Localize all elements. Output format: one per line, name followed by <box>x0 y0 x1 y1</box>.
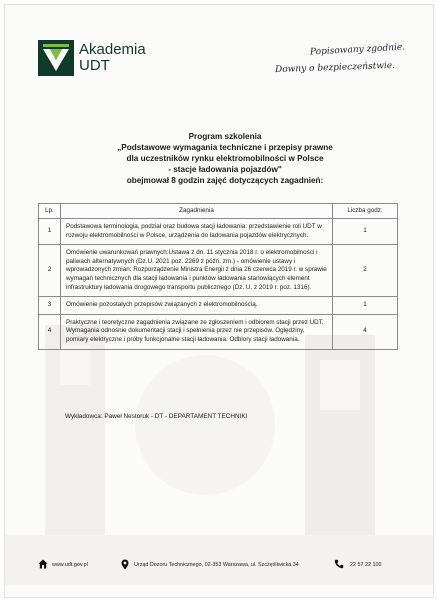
table-header-row <box>39 204 398 219</box>
logo-wordmark <box>79 42 146 74</box>
table-row <box>39 314 398 349</box>
footer-website[interactable]: www.udt.gov.pl <box>52 562 88 568</box>
title-line-3: dla uczestników rynku elektromobilności w Polsce <box>126 154 324 163</box>
certificate-page <box>4 4 434 598</box>
program-title <box>75 131 375 186</box>
home-icon <box>38 559 48 569</box>
table-row <box>39 219 398 245</box>
row-hours: 1 <box>333 297 398 315</box>
table-row <box>39 297 398 315</box>
row-hours: 2 <box>333 245 398 297</box>
row-hours: 1 <box>333 219 398 245</box>
program-table <box>38 203 398 350</box>
akademia-udt-logo-icon <box>38 40 74 76</box>
footer <box>38 557 408 573</box>
row-lp: 2 <box>39 245 61 297</box>
logo-line-2: UDT <box>79 57 110 74</box>
footer-phone[interactable]: 22 57 22 100 <box>350 562 382 568</box>
row-lp: 4 <box>39 314 61 349</box>
row-lp: 3 <box>39 297 61 315</box>
row-topic: Podstawowa terminologia, podział oraz budowa stacji ładowania: przedstawienie roli UDT w rozwoju elektromobilności w Polsce, urządzenia do ładowania pojazdów elektrycznych. <box>61 219 333 245</box>
location-pin-icon <box>121 559 129 570</box>
handwritten-note-line-1: Popisowany zgodnie. <box>309 42 406 58</box>
header-topic: Zagadnienia <box>61 204 333 219</box>
lecturer-line: Wykładowca: Paweł Nestoruk - DT - DEPARTAMENT TECHNIKI <box>65 413 248 420</box>
handwritten-note-line-2: Downy o bezpieczeństwie. <box>274 60 396 76</box>
logo-line-1: Akademia <box>79 41 146 58</box>
row-topic: Omówienie pozostałych przepisów związanych z elektromobilnością. <box>61 297 333 315</box>
akademia-udt-logo <box>38 40 188 78</box>
row-hours: 4 <box>333 314 398 349</box>
row-topic: Omówienie uwarunkowań prawnych:Ustawa z dn. 11 stycznia 2018 r. o elektromobilności i paliwach alternatywnych (Dz.U. 2021 poz. 2269 z późn. zm.) - omówienie ustawy i wprowadzonych zmian: Rozporządzenie Ministra Energii z dnia 26 czerwca 2019 r. w sprawie wymagań technicznych dla stacji ładowania i punktów ładowania stanowiących element infrastruktury ładowania drogowego transportu publicznego (Dz. U. z 2019 r. poz. 1316). <box>61 245 333 297</box>
header-lp: Lp. <box>39 204 61 219</box>
table-row <box>39 245 398 297</box>
title-line-5: obejmował 8 godzin zajęć dotyczących zagadnień: <box>126 176 324 185</box>
row-topic: Praktyczne i teoretyczne zagadnienia związane ze zgłoszeniem i odbiorem stacji przez UDT. Wymagania odnośnie dokumentacji stacji i spełnienia przez nie przepisów. Oględziny, pomiary elektryczne i próby funkcjonalne stacji ładowania. Odbiory stacji ładowania. <box>61 314 333 349</box>
title-line-1: Program szkolenia <box>188 132 262 141</box>
title-line-4: - stacje ładowania pojazdów" <box>168 165 282 174</box>
phone-icon <box>334 559 344 569</box>
header-hours: Liczba godz. <box>333 204 398 219</box>
footer-address: Urząd Dozoru Technicznego, 02-353 Warszawa, ul. Szczęśliwicka 34 <box>134 562 299 568</box>
title-line-2: „Podstawowe wymagania techniczne i przepisy prawne <box>117 143 333 152</box>
row-lp: 1 <box>39 219 61 245</box>
